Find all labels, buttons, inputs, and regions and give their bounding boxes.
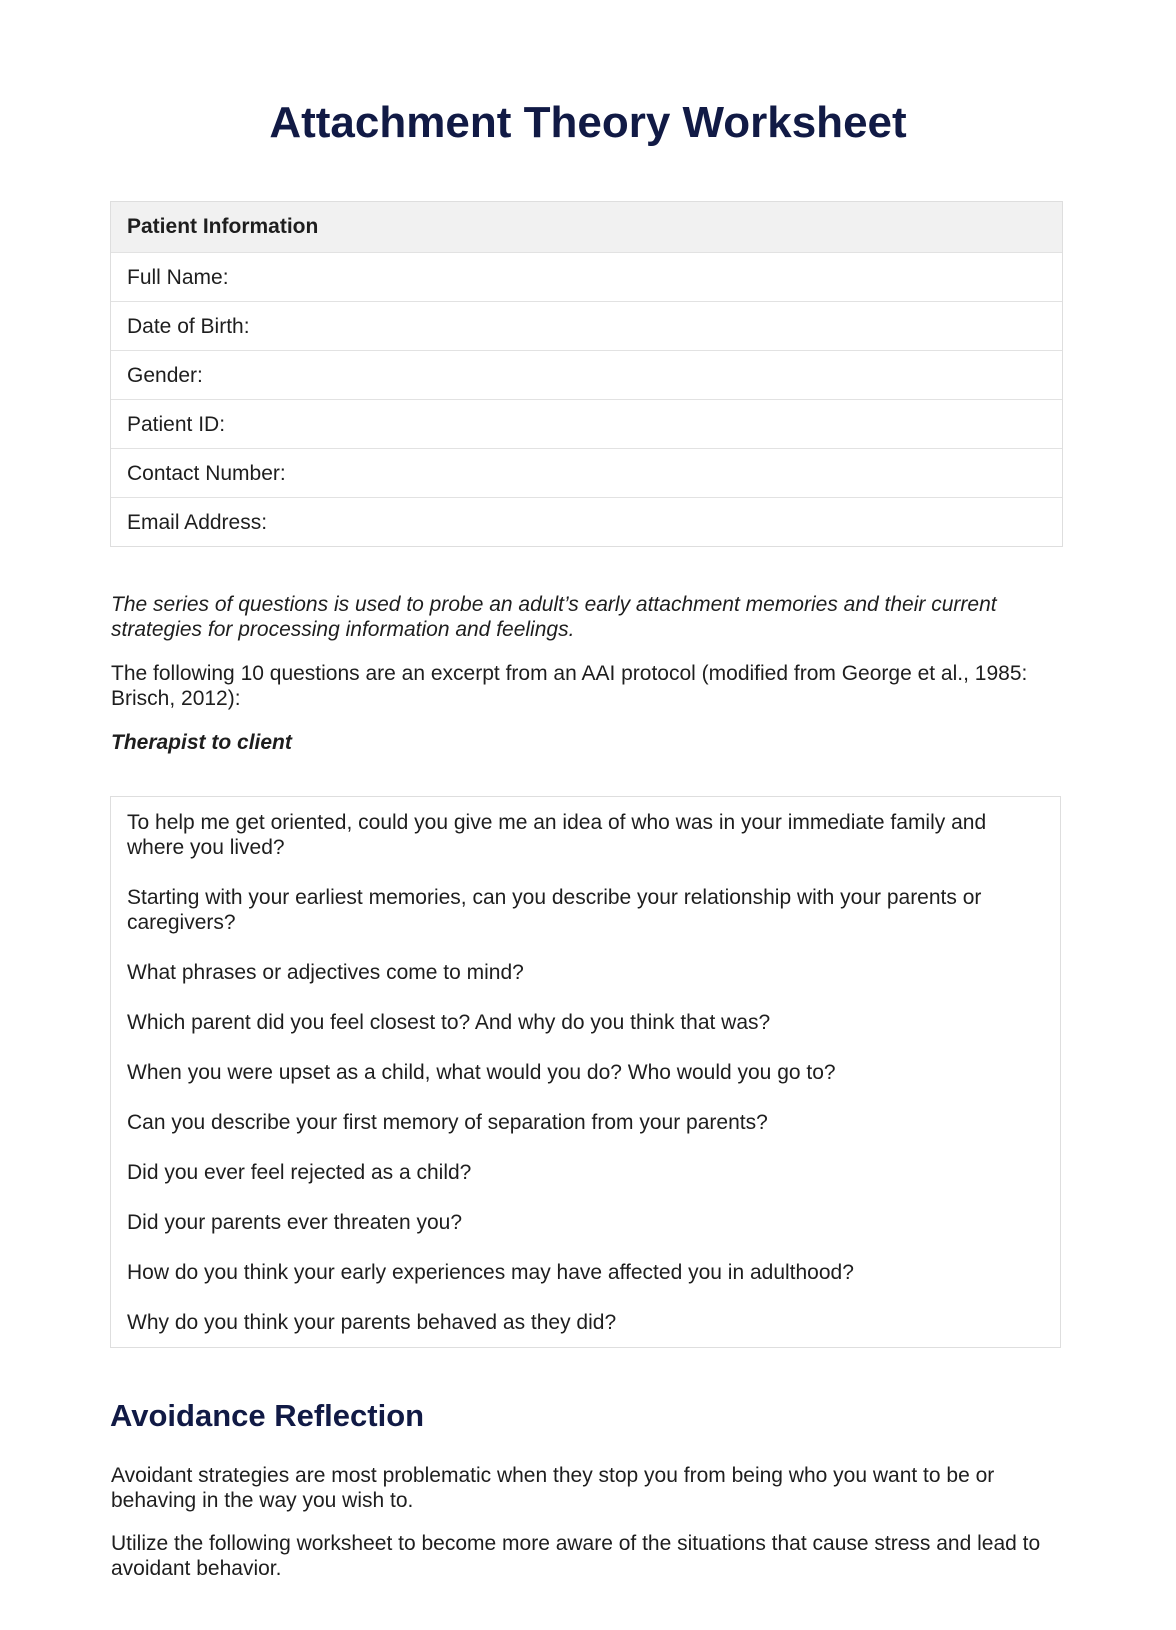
question-item: Can you describe your first memory of separation from your parents? bbox=[127, 1111, 768, 1134]
question-item: Did your parents ever threaten you? bbox=[127, 1211, 463, 1234]
avoidance-reflection-heading: Avoidance Reflection bbox=[110, 1398, 425, 1433]
question-item: What phrases or adjectives come to mind? bbox=[127, 961, 524, 984]
intro-text: The following 10 questions are an excerpt from an AAI protocol (modified from George et al., 1985: Brisch, 2012): bbox=[111, 662, 1028, 710]
full-name-field[interactable]: Full Name: bbox=[111, 252, 1062, 301]
page-title: Attachment Theory Worksheet bbox=[269, 98, 907, 147]
questions-box bbox=[110, 796, 1061, 1348]
question-item: Why do you think your parents behaved as they did? bbox=[127, 1311, 617, 1334]
patient-information-table bbox=[110, 201, 1063, 547]
patient-information-header: Patient Information bbox=[111, 202, 1062, 252]
question-item: How do you think your early experiences may have affected you in adulthood? bbox=[127, 1261, 854, 1284]
gender-field[interactable]: Gender: bbox=[111, 350, 1062, 399]
question-item: Did you ever feel rejected as a child? bbox=[127, 1161, 472, 1184]
email-address-field[interactable]: Email Address: bbox=[111, 497, 1062, 546]
intro-italic-text: The series of questions is used to probe an adult’s early attachment memories and their current strategies for processing information and feelings. bbox=[111, 593, 997, 641]
question-item: Which parent did you feel closest to? And why do you think that was? bbox=[127, 1011, 771, 1034]
question-item: When you were upset as a child, what would you do? Who would you go to? bbox=[127, 1061, 836, 1084]
date-of-birth-field[interactable]: Date of Birth: bbox=[111, 301, 1062, 350]
question-item: To help me get oriented, could you give me an idea of who was in your immediate family and where you lived? bbox=[127, 811, 987, 859]
therapist-subheading: Therapist to client bbox=[111, 731, 292, 754]
avoidance-paragraph-1: Avoidant strategies are most problematic when they stop you from being who you want to be or behaving in the way you wish to. bbox=[111, 1464, 995, 1512]
patient-id-field[interactable]: Patient ID: bbox=[111, 399, 1062, 448]
question-item: Starting with your earliest memories, can you describe your relationship with your parents or caregivers? bbox=[127, 886, 982, 934]
avoidance-paragraph-2: Utilize the following worksheet to become more aware of the situations that cause stress and lead to avoidant behavior. bbox=[111, 1532, 1041, 1580]
contact-number-field[interactable]: Contact Number: bbox=[111, 448, 1062, 497]
